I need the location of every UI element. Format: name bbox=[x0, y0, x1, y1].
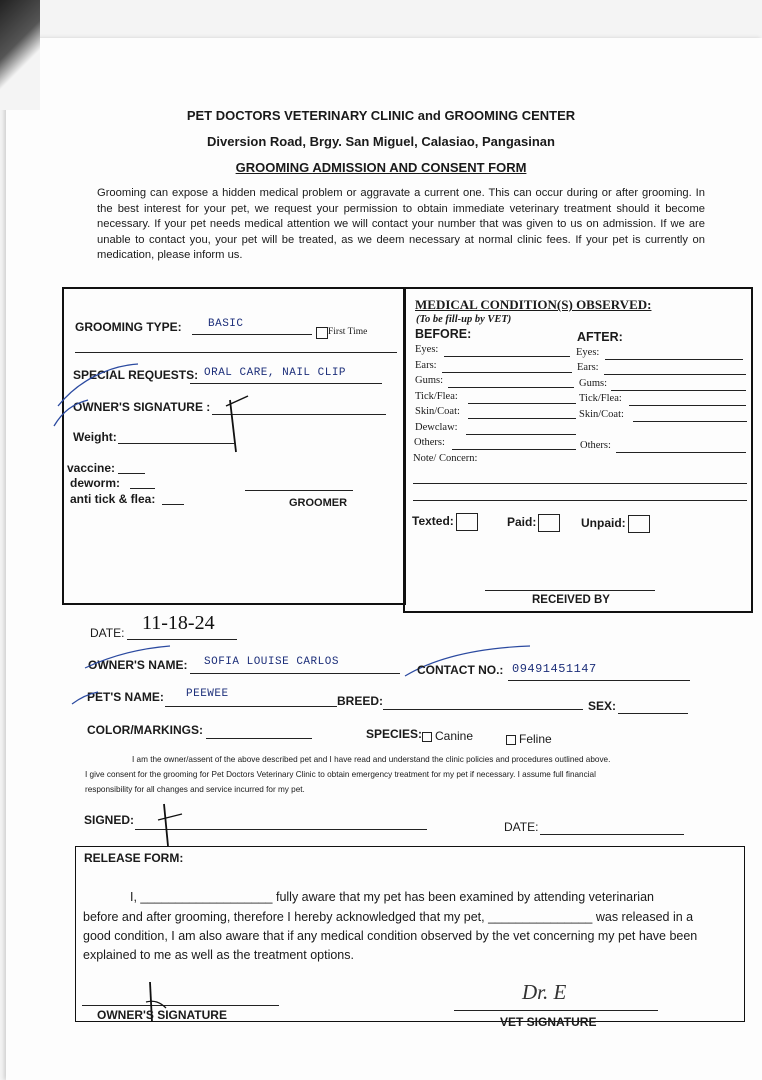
canine-checkbox[interactable] bbox=[422, 732, 432, 742]
contact-value[interactable]: 09491451147 bbox=[512, 662, 597, 676]
note-concern-label: Note/ Concern: bbox=[413, 453, 478, 464]
texted-checkbox[interactable] bbox=[456, 513, 478, 531]
after-tickflea-label: Tick/Flea: bbox=[579, 393, 622, 404]
note-line-2 bbox=[413, 500, 747, 501]
before-ears-label: Ears: bbox=[415, 360, 437, 371]
clinic-name: PET DOCTORS VETERINARY CLINIC and GROOMING CENTER bbox=[186, 108, 576, 123]
special-requests-label: SPECIAL REQUESTS: bbox=[73, 368, 199, 382]
antitick-label: anti tick & flea: bbox=[70, 492, 156, 506]
consent-line-1: I am the owner/assent of the above described pet and I have read and understand the clinic policies and procedures outlined above. bbox=[132, 755, 611, 764]
before-gums-line bbox=[448, 387, 574, 388]
texted-label: Texted: bbox=[412, 514, 454, 529]
before-dewclaw-line bbox=[466, 434, 576, 435]
form-title: GROOMING ADMISSION AND CONSENT FORM bbox=[235, 160, 527, 175]
after-gums-label: Gums: bbox=[579, 378, 608, 389]
before-dewclaw-label: Dewclaw: bbox=[415, 422, 458, 433]
after-others-line bbox=[616, 452, 746, 453]
before-ears-line bbox=[442, 372, 572, 373]
vaccine-label: vaccine: bbox=[67, 461, 116, 475]
unpaid-field bbox=[581, 515, 650, 533]
contact-label: CONTACT NO.: bbox=[417, 663, 504, 677]
consent-line-2: I give consent for the grooming for Pet Doctors Veterinary Clinic to obtain emergency treatment for my pet if necessary. I assume full financial bbox=[85, 770, 596, 779]
after-ears-label: Ears: bbox=[577, 362, 599, 373]
signed-date-label: DATE: bbox=[504, 820, 539, 834]
sex-label: SEX: bbox=[588, 699, 617, 713]
after-gums-line bbox=[611, 390, 746, 391]
grooming-type-value[interactable]: BASIC bbox=[208, 318, 244, 330]
breed-label: BREED: bbox=[337, 694, 384, 708]
received-by-line bbox=[485, 590, 655, 591]
color-markings-line bbox=[206, 738, 312, 739]
release-vet-sig-label: VET SIGNATURE bbox=[500, 1015, 597, 1029]
intro-paragraph: Grooming can expose a hidden medical problem or aggravate a current one. This can occur during or after grooming. In the best interest for your pet, we request your permission to obtain immediate veterinary treatment should it become necessary. If your pet needs medical attention we will contact your number that was given to us on admission. If we are unable to contact you, your pet will be treated, as we deem necessary at normal clinic fees. If your pet is currently on medication, please inform us. bbox=[97, 187, 705, 261]
groomer-line bbox=[245, 490, 353, 491]
owner-name-label: OWNER'S NAME: bbox=[88, 658, 188, 672]
date-label: DATE: bbox=[90, 626, 125, 640]
owner-name-value[interactable]: SOFIA LOUISE CARLOS bbox=[204, 656, 339, 668]
release-text-d: explained to me as well as the treatment options. bbox=[83, 948, 354, 962]
feline-checkbox[interactable] bbox=[506, 735, 516, 745]
medical-title: MEDICAL CONDITION(S) OBSERVED: bbox=[415, 297, 652, 312]
pet-name-line bbox=[165, 706, 337, 707]
after-label: AFTER: bbox=[577, 330, 623, 344]
before-others-line bbox=[452, 449, 576, 450]
breed-line bbox=[383, 709, 583, 710]
note-line-1 bbox=[413, 483, 747, 484]
grooming-type-line bbox=[192, 334, 312, 335]
special-requests-value[interactable]: ORAL CARE, NAIL CLIP bbox=[204, 367, 347, 379]
sex-line bbox=[618, 713, 688, 714]
feline-label: Feline bbox=[519, 732, 552, 746]
pet-name-value[interactable]: PEEWEE bbox=[186, 688, 229, 700]
texted-field bbox=[412, 513, 478, 531]
canine-label: Canine bbox=[435, 729, 474, 743]
after-skincoat-line bbox=[633, 421, 747, 422]
after-tickflea-line bbox=[629, 405, 746, 406]
release-owner-sig-label: OWNER'S SIGNATURE bbox=[97, 1008, 227, 1022]
grooming-blank-line bbox=[75, 352, 397, 353]
unpaid-label: Unpaid: bbox=[581, 516, 626, 531]
release-text-c: good condition, I am also aware that if any medical condition observed by the vet concerning my pet have been bbox=[83, 929, 698, 943]
groomer-label: GROOMER bbox=[289, 497, 348, 509]
before-eyes-line bbox=[444, 356, 570, 357]
consent-line-3: responsibility for all changes and service incurred for my pet. bbox=[85, 785, 305, 794]
antitick-line bbox=[162, 504, 184, 505]
before-label: BEFORE: bbox=[415, 327, 472, 341]
weight-line bbox=[118, 443, 236, 444]
before-skincoat-line bbox=[468, 418, 576, 419]
release-text-a: I, ___________________ fully aware that my pet has been examined by attending veterinarian bbox=[130, 890, 654, 904]
medical-note: (To be fill-up by VET) bbox=[416, 314, 512, 325]
release-owner-sig-line bbox=[82, 1005, 279, 1006]
after-skincoat-label: Skin/Coat: bbox=[579, 409, 624, 420]
feline-option[interactable] bbox=[506, 732, 552, 746]
paid-checkbox[interactable] bbox=[538, 514, 560, 532]
release-vet-sig-line bbox=[454, 1010, 658, 1011]
release-text-b: before and after grooming, therefore I hereby acknowledged that my pet, _______________ was released in a bbox=[83, 910, 694, 924]
first-time-checkbox[interactable] bbox=[316, 327, 328, 339]
paid-field bbox=[507, 514, 560, 532]
before-gums-label: Gums: bbox=[415, 375, 444, 386]
vaccine-line bbox=[118, 473, 145, 474]
received-by-label: RECEIVED BY bbox=[532, 594, 610, 606]
before-others-label: Others: bbox=[414, 437, 445, 448]
vet-signature-value: Dr. E bbox=[522, 980, 567, 1004]
pet-name-label: PET'S NAME: bbox=[87, 690, 164, 704]
before-tickflea-label: Tick/Flea: bbox=[415, 391, 458, 402]
paid-label: Paid: bbox=[507, 515, 537, 530]
signed-label: SIGNED: bbox=[84, 813, 135, 827]
weight-label: Weight: bbox=[73, 430, 117, 444]
grooming-type-label: GROOMING TYPE: bbox=[75, 320, 182, 334]
canine-option[interactable] bbox=[422, 729, 473, 743]
contact-line bbox=[508, 680, 690, 681]
owner-signature-label: OWNER'S SIGNATURE : bbox=[73, 400, 211, 414]
pet-name-scribble bbox=[70, 688, 100, 708]
before-tickflea-line bbox=[468, 403, 576, 404]
before-skincoat-label: Skin/Coat: bbox=[415, 406, 460, 417]
clinic-address: Diversion Road, Brgy. San Miguel, Calasiao, Pangasinan bbox=[207, 134, 555, 149]
paper-corner-shadow bbox=[0, 0, 40, 110]
after-others-label: Others: bbox=[580, 440, 611, 451]
first-time-label: First Time bbox=[328, 327, 368, 337]
deworm-line bbox=[130, 488, 155, 489]
signed-date-line bbox=[540, 834, 684, 835]
deworm-label: deworm: bbox=[70, 476, 121, 490]
color-markings-label: COLOR/MARKINGS: bbox=[87, 723, 203, 737]
unpaid-checkbox[interactable] bbox=[628, 515, 650, 533]
after-eyes-line bbox=[605, 359, 743, 360]
signed-signature bbox=[150, 800, 190, 850]
after-ears-line bbox=[604, 374, 746, 375]
species-label: SPECIES: bbox=[366, 727, 423, 741]
release-title: RELEASE FORM: bbox=[84, 851, 184, 865]
after-eyes-label: Eyes: bbox=[576, 347, 600, 358]
before-eyes-label: Eyes: bbox=[415, 344, 439, 355]
date-value[interactable]: 11-18-24 bbox=[142, 612, 215, 634]
